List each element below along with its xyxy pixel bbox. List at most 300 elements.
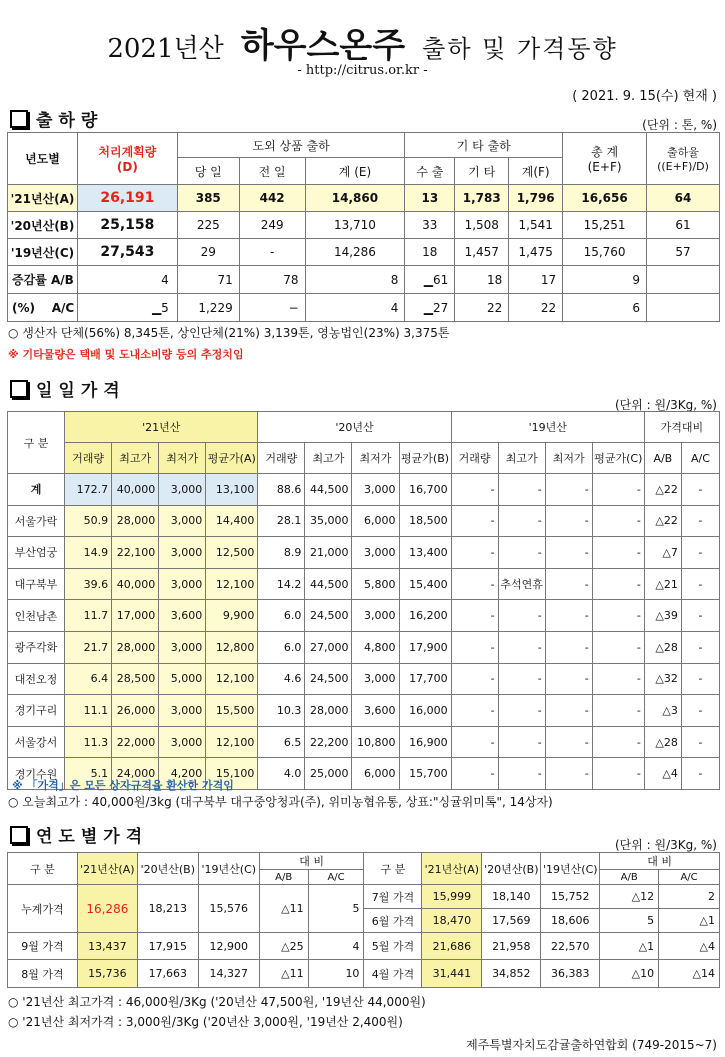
row-plan: 4: [77, 266, 177, 294]
table-cell: -: [592, 505, 644, 537]
row-name: 대구북부: [8, 568, 65, 600]
row-name: 인천남촌: [8, 600, 65, 632]
yearly-note-max: ○ '21년산 최고가격 : 46,000원/3Kg ('20년산 47,500원, '19년산 44,000원): [8, 995, 426, 1009]
table-cell: 40,000: [112, 474, 159, 506]
row-sub: 1,796: [509, 185, 563, 212]
row-sub: 17: [509, 266, 563, 294]
col-header: A/B: [644, 443, 681, 474]
table-cell: 12,500: [206, 537, 258, 569]
header-2020: '20년산: [258, 412, 451, 443]
row-etc: 18: [455, 266, 509, 294]
shipment-table: [7, 132, 720, 322]
table-cell: 15,400: [399, 568, 451, 600]
header-2020: '20년산(B): [482, 853, 541, 885]
checkbox-icon: [10, 826, 28, 844]
header-rate: 출하율 ((E+F)/D): [647, 133, 720, 185]
table-cell: -: [451, 537, 498, 569]
header-compare: 가격대비: [644, 412, 719, 443]
table-cell: -: [451, 474, 498, 506]
header-2020: '20년산(B): [137, 853, 198, 885]
table-cell: 172.7: [65, 474, 112, 506]
table-cell: 13,400: [399, 537, 451, 569]
table-cell: △22: [644, 474, 681, 506]
header-other: 기 타 출하: [405, 133, 563, 158]
row-name: 부산엄궁: [8, 537, 65, 569]
table-cell: -: [545, 631, 592, 663]
row-total: 14,286: [305, 239, 405, 266]
row-plan: 26,191: [77, 185, 177, 212]
row-ab: △11: [259, 960, 308, 988]
header-2021: '21년산(A): [77, 853, 137, 885]
header-gubun: 구 분: [8, 412, 65, 474]
row-prev: 442: [239, 185, 305, 212]
table-cell: 16,200: [399, 600, 451, 632]
table-cell: 3,000: [159, 631, 206, 663]
shipment-note: ○ 생산자 단체(56%) 8,345톤, 상인단체(21%) 3,139톤, 영농법인(23%) 3,375톤: [8, 326, 450, 340]
table-row: [8, 474, 720, 506]
header-grand: 총 계 (E+F): [563, 133, 647, 185]
daily-section-title: 일일가격: [10, 376, 126, 401]
shipment-section-title: 출하량: [10, 106, 103, 131]
row-a: 16,286: [77, 885, 137, 933]
row-export: ▁27: [405, 294, 455, 322]
row-rate: [647, 294, 720, 322]
table-cell: 40,000: [112, 568, 159, 600]
row-c: 22,570: [541, 933, 600, 960]
table-cell: -: [592, 537, 644, 569]
table-cell: 6.5: [258, 726, 305, 758]
col-header: 거래량: [65, 443, 112, 474]
row-name: 8월 가격: [8, 960, 78, 988]
table-cell: 8.9: [258, 537, 305, 569]
yearly-note-min: ○ '21년산 최저가격 : 3,000원/3Kg ('20년산 3,000원, '19년산 2,400원): [8, 1015, 403, 1029]
table-cell: 13,100: [206, 474, 258, 506]
table-cell: 28,000: [112, 631, 159, 663]
table-cell: -: [592, 568, 644, 600]
row-rate: [647, 266, 720, 294]
row-label: '20년산(B): [8, 212, 78, 239]
table-cell: 4,200: [159, 758, 206, 790]
row-ab: 5: [600, 909, 659, 933]
row-ac: 5: [308, 885, 364, 933]
row-name: 7월 가격: [364, 885, 422, 909]
col-header: 최저가: [159, 443, 206, 474]
table-cell: -: [498, 631, 545, 663]
row-day: 29: [177, 239, 239, 266]
row-ac: △14: [659, 960, 720, 988]
table-cell: 5,000: [159, 663, 206, 695]
report-date: ( 2021. 9. 15(수) 현재 ): [572, 89, 717, 104]
row-total: 8: [305, 266, 405, 294]
row-label: '19년산(C): [8, 239, 78, 266]
row-rate: 57: [647, 239, 720, 266]
row-b: 18,213: [137, 885, 198, 933]
table-cell: 12,800: [206, 631, 258, 663]
table-cell: -: [498, 600, 545, 632]
table-cell: 3,600: [159, 600, 206, 632]
table-cell: 44,500: [305, 568, 352, 600]
row-name: 경기구리: [8, 695, 65, 727]
row-ac: △4: [659, 933, 720, 960]
row-grand: 9: [563, 266, 647, 294]
row-ab: △25: [259, 933, 308, 960]
table-cell: -: [545, 505, 592, 537]
col-ac: A/C: [659, 870, 720, 885]
row-day: 1,229: [177, 294, 239, 322]
table-cell: 25,000: [305, 758, 352, 790]
row-plan: 27,543: [77, 239, 177, 266]
table-cell: 28,000: [305, 695, 352, 727]
row-a: 21,686: [422, 933, 482, 960]
row-label: '21년산(A): [8, 185, 78, 212]
row-b: 17,663: [137, 960, 198, 988]
table-cell: 3,000: [159, 726, 206, 758]
row-etc: 1,508: [455, 212, 509, 239]
table-cell: △4: [644, 758, 681, 790]
table-cell: 14.9: [65, 537, 112, 569]
table-cell: 3,000: [159, 695, 206, 727]
table-cell: -: [545, 568, 592, 600]
table-cell: -: [592, 726, 644, 758]
row-b: 34,852: [482, 960, 541, 988]
col-header: 최고가: [305, 443, 352, 474]
row-grand: 15,760: [563, 239, 647, 266]
daily-footnote: ※ 「가격」은 모든 상자규격을 환산한 가격임: [12, 779, 234, 792]
shipment-unit: (단위 : 톤, %): [642, 118, 717, 132]
table-cell: -: [451, 726, 498, 758]
table-cell: 24,500: [305, 600, 352, 632]
change-label: (%) A/C: [8, 294, 78, 322]
row-a: 15,999: [422, 885, 482, 909]
row-c: 12,900: [198, 933, 259, 960]
row-c: 36,383: [541, 960, 600, 988]
row-name: 경기수원: [8, 758, 65, 790]
table-cell: -: [545, 663, 592, 695]
row-prev: 249: [239, 212, 305, 239]
table-cell: -: [681, 695, 719, 727]
table-cell: 14.2: [258, 568, 305, 600]
shipment-footnote: ※ 기타물량은 택배 및 도내소비량 등의 추정치임: [8, 348, 244, 361]
header-gubun: 구 분: [8, 853, 78, 885]
title-year: 2021년산: [107, 34, 224, 64]
checkbox-icon: [10, 110, 28, 128]
row-a: 18,470: [422, 909, 482, 933]
table-cell: △32: [644, 663, 681, 695]
table-cell: 15,100: [206, 758, 258, 790]
table-cell: -: [451, 600, 498, 632]
col-header: 최고가: [498, 443, 545, 474]
table-cell: 22,200: [305, 726, 352, 758]
row-ab: △1: [600, 933, 659, 960]
table-cell: 4.6: [258, 663, 305, 695]
shipment-row-2021: [8, 185, 720, 212]
table-cell: 6,000: [352, 505, 399, 537]
row-grand: 16,656: [563, 185, 647, 212]
row-b: 17,569: [482, 909, 541, 933]
row-ab: △12: [600, 885, 659, 909]
header-sub: 계(F): [509, 158, 563, 185]
row-b: 17,915: [137, 933, 198, 960]
row-c: 18,606: [541, 909, 600, 933]
table-cell: 5,800: [352, 568, 399, 600]
table-cell: 28.1: [258, 505, 305, 537]
row-rate: 64: [647, 185, 720, 212]
table-cell: 17,900: [399, 631, 451, 663]
table-cell: 28,500: [112, 663, 159, 695]
row-name: 4월 가격: [364, 960, 422, 988]
table-cell: 18,500: [399, 505, 451, 537]
table-cell: 16,000: [399, 695, 451, 727]
table-cell: -: [681, 537, 719, 569]
table-row: [8, 505, 720, 537]
col-header: 최저가: [352, 443, 399, 474]
table-row: [8, 537, 720, 569]
header-compare: 대 비: [600, 853, 720, 870]
col-header: 최저가: [545, 443, 592, 474]
table-cell: △21: [644, 568, 681, 600]
row-rate: 61: [647, 212, 720, 239]
table-cell: -: [498, 505, 545, 537]
col-header: 최고가: [112, 443, 159, 474]
table-cell: 14,400: [206, 505, 258, 537]
table-cell: 9,900: [206, 600, 258, 632]
table-cell: 35,000: [305, 505, 352, 537]
footer-org: 제주특별자치도감귤출하연합회 (749-2015~7): [466, 1038, 717, 1052]
table-cell: -: [681, 726, 719, 758]
row-total: 13,710: [305, 212, 405, 239]
table-cell: 21,000: [305, 537, 352, 569]
title-subtitle: 출하 및 가격동향: [422, 35, 618, 63]
table-cell: -: [545, 758, 592, 790]
table-cell: 17,700: [399, 663, 451, 695]
row-total: 14,860: [305, 185, 405, 212]
table-cell: 10,800: [352, 726, 399, 758]
row-name: 서울강서: [8, 726, 65, 758]
row-name: 대전오정: [8, 663, 65, 695]
table-row: [8, 600, 720, 632]
header-total: 계 (E): [305, 158, 405, 185]
row-day: 385: [177, 185, 239, 212]
table-cell: 50.9: [65, 505, 112, 537]
table-cell: 4.0: [258, 758, 305, 790]
table-cell: -: [545, 695, 592, 727]
table-cell: 3,000: [352, 474, 399, 506]
shipment-row-ab: [8, 266, 720, 294]
table-cell: 3,000: [352, 600, 399, 632]
site-url: - http://citrus.or.kr -: [297, 63, 428, 78]
header-compare: 대 비: [259, 853, 364, 870]
table-cell: 26,000: [112, 695, 159, 727]
table-cell: -: [681, 663, 719, 695]
table-cell: -: [592, 695, 644, 727]
table-cell: -: [451, 568, 498, 600]
row-grand: 6: [563, 294, 647, 322]
row-ac: 4: [308, 933, 364, 960]
table-cell: -: [498, 474, 545, 506]
row-etc: 1,783: [455, 185, 509, 212]
table-cell: 10.3: [258, 695, 305, 727]
table-cell: 3,000: [159, 474, 206, 506]
header-year: 년도별: [8, 133, 78, 185]
change-label: 증감률 A/B: [8, 266, 78, 294]
row-etc: 22: [455, 294, 509, 322]
table-cell: 16,700: [399, 474, 451, 506]
row-a: 31,441: [422, 960, 482, 988]
row-name: 6월 가격: [364, 909, 422, 933]
table-cell: -: [545, 537, 592, 569]
table-cell: 27,000: [305, 631, 352, 663]
row-a: 13,437: [77, 933, 137, 960]
table-cell: 6.0: [258, 600, 305, 632]
row-a: 15,736: [77, 960, 137, 988]
col-header: 거래량: [451, 443, 498, 474]
table-cell: 22,000: [112, 726, 159, 758]
row-b: 21,958: [482, 933, 541, 960]
row-sub: 22: [509, 294, 563, 322]
table-cell: -: [498, 663, 545, 695]
table-cell: 3,000: [159, 505, 206, 537]
row-name: 계: [8, 474, 65, 506]
header-2021: '21년산: [65, 412, 258, 443]
col-header: A/C: [681, 443, 719, 474]
row-export: ▁61: [405, 266, 455, 294]
yearly-table: [7, 852, 720, 988]
table-cell: △28: [644, 631, 681, 663]
row-name: 9월 가격: [8, 933, 78, 960]
table-cell: 28,000: [112, 505, 159, 537]
row-name: 누계가격: [8, 885, 78, 933]
table-cell: 11.1: [65, 695, 112, 727]
row-ac: 2: [659, 885, 720, 909]
table-cell: -: [681, 600, 719, 632]
row-ab: △10: [600, 960, 659, 988]
table-cell: 6,000: [352, 758, 399, 790]
row-ab: △11: [259, 885, 308, 933]
table-cell: -: [592, 600, 644, 632]
col-ac: A/C: [308, 870, 364, 885]
col-ab: A/B: [259, 870, 308, 885]
table-cell: -: [681, 568, 719, 600]
table-cell: 39.6: [65, 568, 112, 600]
row-export: 18: [405, 239, 455, 266]
row-b: 18,140: [482, 885, 541, 909]
table-cell: -: [545, 474, 592, 506]
table-cell: 44,500: [305, 474, 352, 506]
table-cell: 3,600: [352, 695, 399, 727]
table-cell: 88.6: [258, 474, 305, 506]
table-cell: -: [545, 600, 592, 632]
row-etc: 1,457: [455, 239, 509, 266]
col-ab: A/B: [600, 870, 659, 885]
table-cell: -: [451, 695, 498, 727]
shipment-row-2019: [8, 239, 720, 266]
col-header: 평균가(B): [399, 443, 451, 474]
header-day: 당 일: [177, 158, 239, 185]
col-header: 평균가(A): [206, 443, 258, 474]
table-cell: 15,500: [206, 695, 258, 727]
col-header: 평균가(C): [592, 443, 644, 474]
table-cell: -: [498, 726, 545, 758]
row-name: 5월 가격: [364, 933, 422, 960]
daily-unit: (단위 : 원/3Kg, %): [614, 398, 717, 412]
table-cell: 12,100: [206, 726, 258, 758]
header-2021: '21년산(A): [422, 853, 482, 885]
table-cell: -: [451, 505, 498, 537]
table-cell: -: [498, 758, 545, 790]
table-cell: 22,100: [112, 537, 159, 569]
table-cell: 24,000: [112, 758, 159, 790]
table-cell: △28: [644, 726, 681, 758]
table-row: [8, 631, 720, 663]
table-row: [8, 568, 720, 600]
table-row: [8, 695, 720, 727]
table-cell: -: [545, 726, 592, 758]
row-export: 13: [405, 185, 455, 212]
table-cell: 21.7: [65, 631, 112, 663]
table-cell: -: [451, 631, 498, 663]
header-plan: 처리계획량 (D): [77, 133, 177, 185]
row-export: 33: [405, 212, 455, 239]
row-day: 71: [177, 266, 239, 294]
table-cell: 16,900: [399, 726, 451, 758]
table-cell: △22: [644, 505, 681, 537]
row-ac: △1: [659, 909, 720, 933]
page-title: [0, 18, 725, 67]
row-day: 225: [177, 212, 239, 239]
table-cell: 3,000: [159, 568, 206, 600]
table-cell: 추석연휴: [498, 568, 545, 600]
yearly-section-title: 연도별가격: [10, 822, 148, 847]
shipment-row-2020: [8, 212, 720, 239]
table-cell: 12,100: [206, 568, 258, 600]
yearly-unit: (단위 : 원/3Kg, %): [614, 838, 717, 852]
header-domestic: 도외 상품 출하: [177, 133, 405, 158]
row-ac: 10: [308, 960, 364, 988]
table-row: [8, 663, 720, 695]
row-grand: 15,251: [563, 212, 647, 239]
row-prev: -: [239, 239, 305, 266]
row-name: 서울가락: [8, 505, 65, 537]
shipment-row-ac: [8, 294, 720, 322]
table-cell: △7: [644, 537, 681, 569]
header-etc: 기 타: [455, 158, 509, 185]
table-cell: -: [592, 474, 644, 506]
header-gubun: 구 분: [364, 853, 422, 885]
header-prev: 전 일: [239, 158, 305, 185]
table-cell: -: [451, 663, 498, 695]
table-cell: 11.3: [65, 726, 112, 758]
table-cell: -: [681, 474, 719, 506]
title-brand: 하우스온주: [240, 26, 406, 66]
table-cell: 3,000: [352, 537, 399, 569]
table-cell: △3: [644, 695, 681, 727]
table-cell: 6.4: [65, 663, 112, 695]
header-2019: '19년산(C): [541, 853, 600, 885]
table-cell: -: [681, 505, 719, 537]
table-cell: 12,100: [206, 663, 258, 695]
header-export: 수 출: [405, 158, 455, 185]
table-cell: -: [681, 758, 719, 790]
table-cell: 17,000: [112, 600, 159, 632]
table-cell: -: [498, 695, 545, 727]
table-cell: -: [498, 537, 545, 569]
table-cell: -: [592, 758, 644, 790]
row-plan: ▁5: [77, 294, 177, 322]
row-prev: −: [239, 294, 305, 322]
table-cell: 3,000: [352, 663, 399, 695]
row-plan: 25,158: [77, 212, 177, 239]
row-c: 14,327: [198, 960, 259, 988]
